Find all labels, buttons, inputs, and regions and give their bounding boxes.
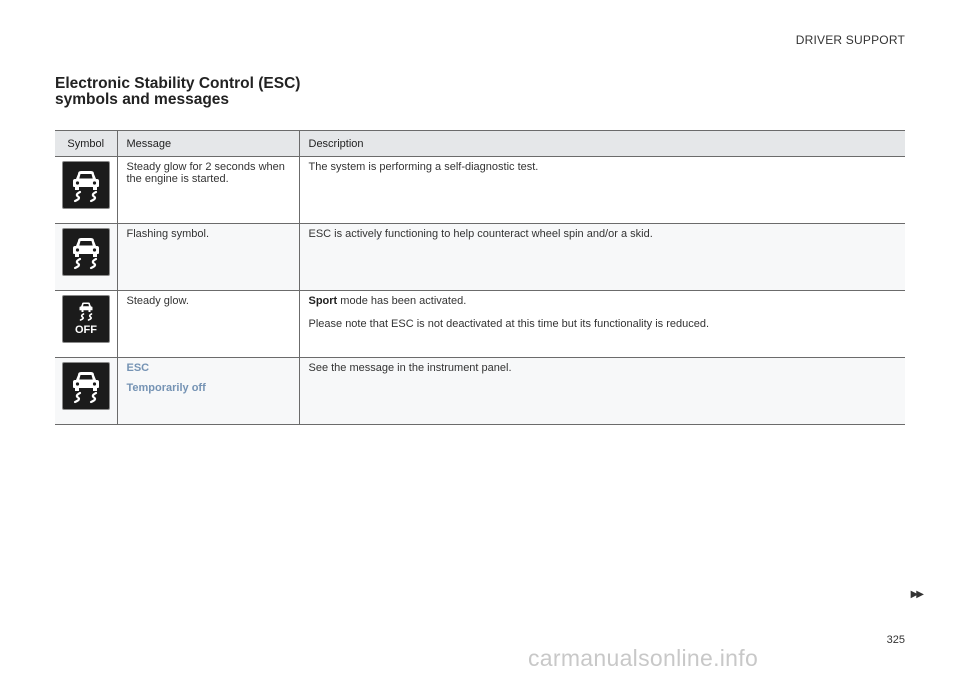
esc-skid-icon [62,228,110,276]
page-title-line1: Electronic Stability Control (ESC) [55,75,301,92]
column-header-message: Message [117,131,299,157]
watermark: carmanualsonline.info [528,645,759,671]
symbol-cell [55,157,117,224]
message-cell [117,358,299,425]
page-title-line2: symbols and messages [55,91,230,108]
esc-skid-icon [62,161,110,209]
message-cell: Steady glow for 2 seconds when the engine is started. [117,157,299,224]
off-label: OFF [74,324,97,336]
table-row [55,291,905,358]
table-row [55,224,905,291]
description-paragraph [309,295,897,307]
section-header: DRIVER SUPPORT [795,33,905,47]
symbol-cell [55,291,117,358]
column-header-symbol: Symbol [55,131,117,157]
sport-mode-label: Sport [308,295,338,307]
message-esc: ESC [126,362,150,374]
message-cell: Flashing symbol. [117,224,299,291]
table-row [55,157,905,224]
message-temporarily-off: Temporarily off [126,382,206,394]
description-cell [299,291,905,358]
esc-symbols-table [55,130,905,425]
table-header-row [55,131,905,157]
esc-skid-icon [62,362,110,410]
description-cell: See the message in the instrument panel. [299,358,905,425]
message-cell: Steady glow. [117,291,299,358]
description-cell: ESC is actively functioning to help counteract wheel spin and/or a skid. [299,224,905,291]
symbol-cell [55,358,117,425]
table-row [55,358,905,425]
column-header-description: Description [299,131,905,157]
description-paragraph: Please note that ESC is not deactivated at this time but its functionality is reduced. [308,318,709,330]
double-triangle-right-icon: ▶▶ [910,589,922,600]
page-number: 325 [886,634,905,646]
description-text: mode has been activated. [337,295,467,307]
symbol-cell [55,224,117,291]
esc-off-icon [62,295,110,343]
page-title [55,76,300,108]
description-cell: The system is performing a self-diagnostic test. [299,157,905,224]
